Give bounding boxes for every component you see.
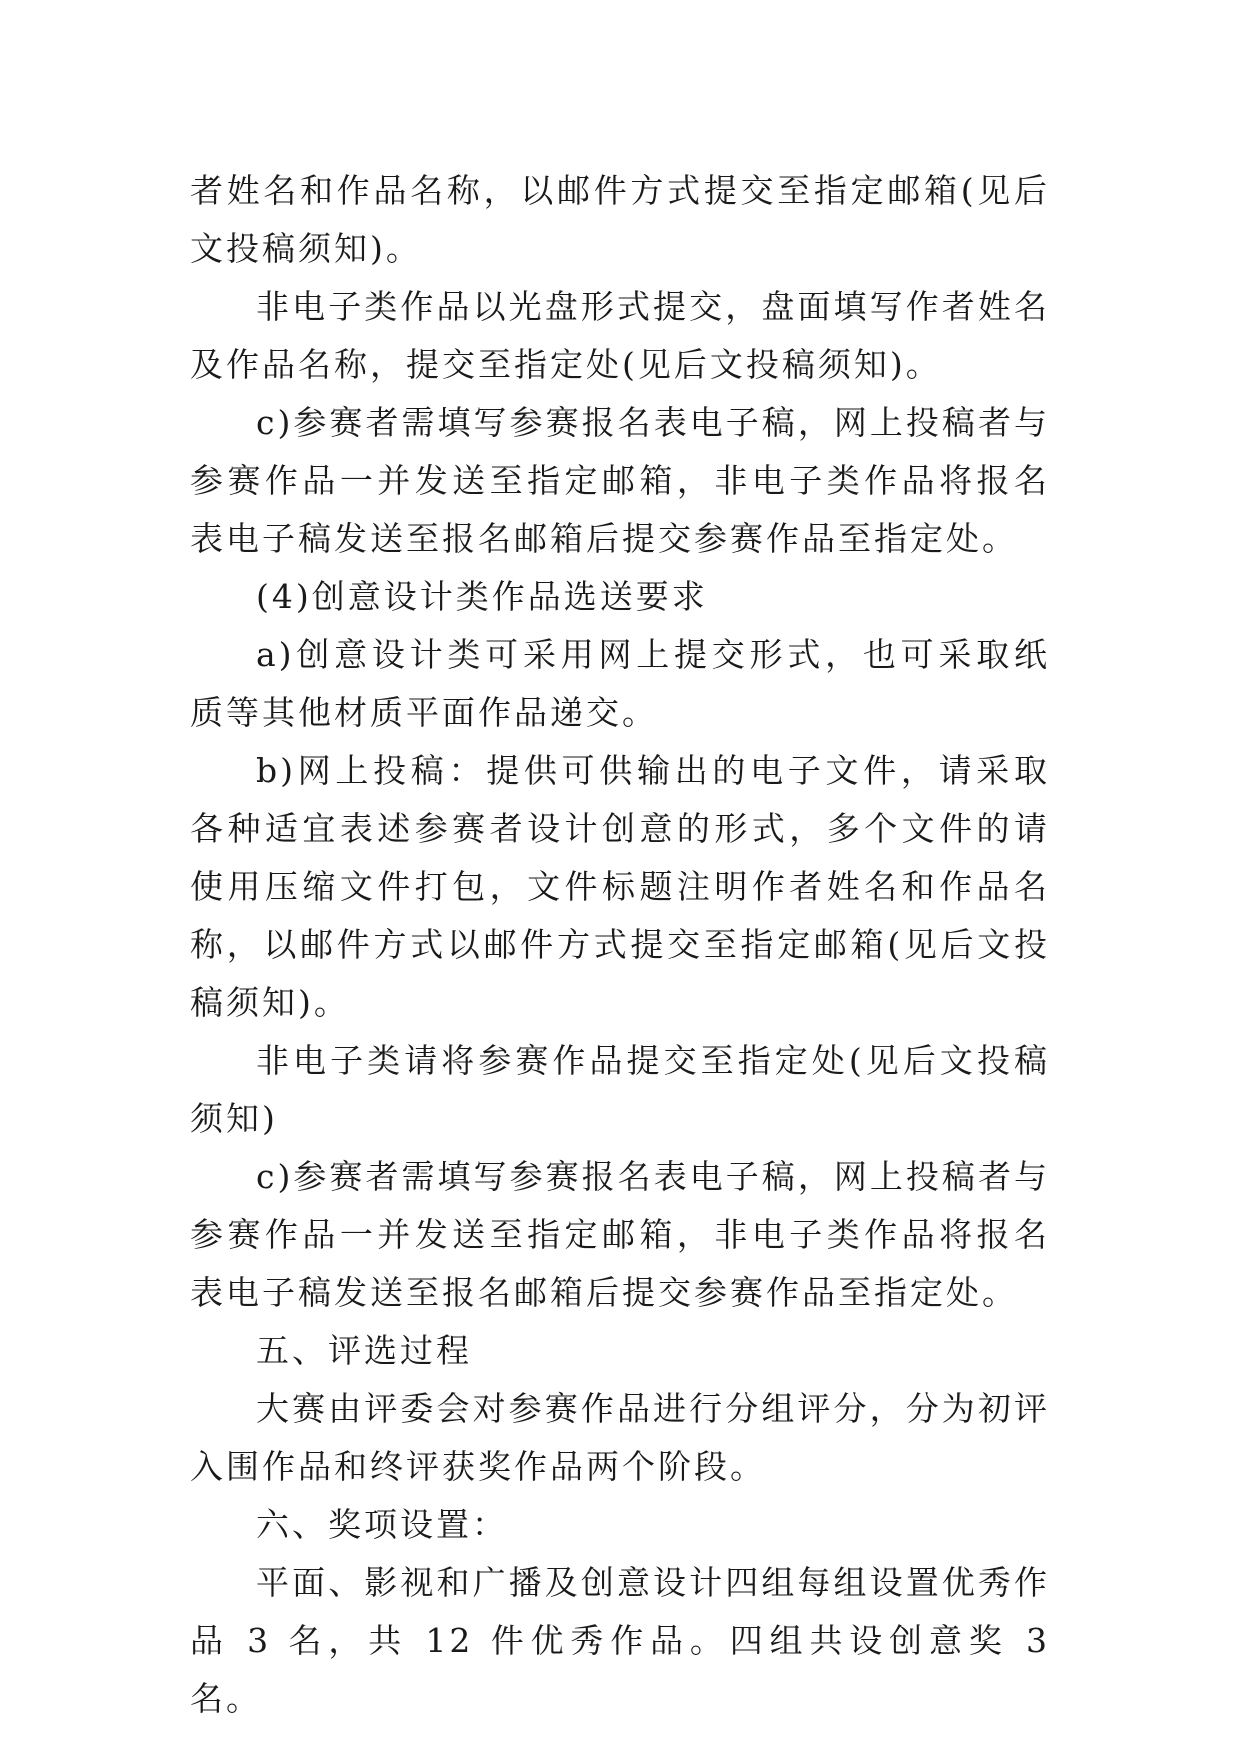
paragraph-creative-design-heading: (4)创意设计类作品选送要求 <box>256 577 708 616</box>
document-body <box>190 162 1050 1728</box>
paragraph-judging: 大赛由评委会对参赛作品进行分组评分，分为初评入围作品和终评获奖作品两个阶段。 <box>190 1389 1050 1486</box>
paragraph-disc-submission: 非电子类作品以光盘形式提交，盘面填写作者姓名及作品名称，提交至指定处(见后文投稿须知)。 <box>190 287 1050 384</box>
paragraph-continuation: 者姓名和作品名称，以邮件方式提交至指定邮箱(见后文投稿须知)。 <box>190 171 1050 268</box>
section-heading-awards: 六、奖项设置： <box>256 1505 508 1544</box>
paragraph-creative-design-b: b)网上投稿：提供可供输出的电子文件，请采取各种适宜表述参赛者设计创意的形式，多个文件的请使用压缩文件打包，文件标题注明作者姓名和作品名称，以邮件方式以邮件方式提交至指定邮箱(见后文投稿须知)。 <box>190 751 1050 1022</box>
section-heading-judging: 五、评选过程 <box>256 1331 472 1370</box>
paragraph-non-electronic: 非电子类请将参赛作品提交至指定处(见后文投稿须知) <box>190 1041 1050 1138</box>
paragraph-registration-form: c)参赛者需填写参赛报名表电子稿，网上投稿者与参赛作品一并发送至指定邮箱，非电子类作品将报名表电子稿发送至报名邮箱后提交参赛作品至指定处。 <box>190 403 1050 558</box>
paragraph-registration-form-2: c)参赛者需填写参赛报名表电子稿，网上投稿者与参赛作品一并发送至指定邮箱，非电子类作品将报名表电子稿发送至报名邮箱后提交参赛作品至指定处。 <box>190 1157 1050 1312</box>
paragraph-awards: 平面、影视和广播及创意设计四组每组设置优秀作品 3 名，共 12 件优秀作品。四组共设创意奖 3 名。 <box>190 1563 1050 1718</box>
paragraph-creative-design-a: a)创意设计类可采用网上提交形式，也可采取纸质等其他材质平面作品递交。 <box>190 635 1050 732</box>
